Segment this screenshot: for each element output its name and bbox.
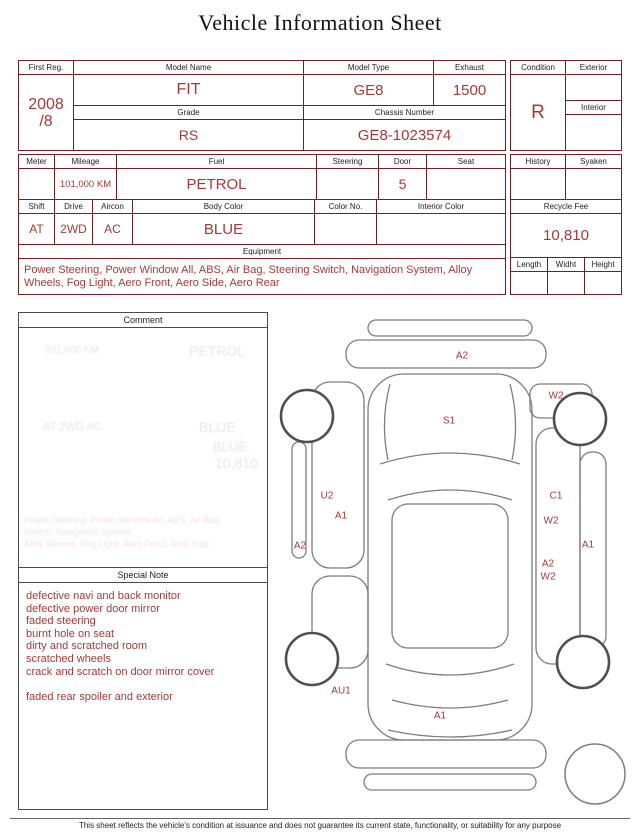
equipment-label: Equipment: [19, 245, 506, 259]
damage-mark: W2: [548, 390, 564, 402]
special-note-line: faded rear spoiler and exterior: [26, 690, 173, 703]
special-note-body: [19, 583, 267, 703]
history-table: [510, 154, 622, 200]
width-value: [548, 272, 585, 295]
model-type-label: Model Type: [304, 61, 434, 75]
length-label: Length: [511, 258, 548, 272]
aircon-value: AC: [93, 214, 133, 245]
exhaust-label: Exhaust: [434, 61, 506, 75]
special-note-line: burnt hole on seat: [26, 627, 115, 640]
fuel-value: PETROL: [117, 169, 317, 200]
ghost-text: Switch, Navigation System,: [24, 527, 134, 537]
model-name-label: Model Name: [74, 61, 304, 75]
door-label: Door: [379, 155, 427, 169]
damage-mark: A1: [334, 510, 348, 522]
dimensions-table: [510, 257, 622, 295]
mileage-label: Mileage: [55, 155, 117, 169]
comment-panel: [18, 312, 268, 568]
damage-mark: A1: [581, 539, 595, 551]
syaken-value: [566, 169, 622, 200]
details-table-1: [18, 154, 506, 200]
door-value: 5: [379, 169, 427, 200]
damage-mark: AU1: [331, 685, 351, 697]
condition-label: Condition: [511, 61, 566, 75]
damage-mark: W2: [540, 571, 556, 583]
recycle-fee-label: Recycle Fee: [511, 200, 622, 214]
damage-mark: A2: [455, 350, 469, 362]
ghost-text: 10,810: [215, 455, 258, 471]
aircon-label: Aircon: [93, 200, 133, 214]
first-reg-value: [19, 75, 74, 151]
seat-label: Seat: [427, 155, 506, 169]
drive-value: 2WD: [55, 214, 93, 245]
color-no-label: Color No.: [315, 200, 377, 214]
equipment-table: [18, 244, 506, 295]
special-note-header: Special Note: [19, 568, 267, 583]
special-note-panel: [18, 567, 268, 810]
first-reg-label: First Reg.: [19, 61, 74, 75]
history-value: [511, 169, 566, 200]
details-section: [18, 154, 506, 295]
damage-mark: S1: [442, 415, 456, 427]
grade-label: Grade: [74, 106, 304, 120]
equipment-value: Power Steering, Power Window All, ABS, Air Bag, Steering Switch, Navigation System, Alloy Wheels, Fog Light, Aero Front, Aero Side, Aero Rear: [19, 259, 506, 295]
ghost-text: PETROL: [189, 343, 246, 359]
meter-value: [19, 169, 55, 200]
interior-color-label: Interior Color: [377, 200, 506, 214]
special-note-line: scratched wheels: [26, 652, 111, 665]
height-label: Height: [585, 258, 622, 272]
model-type-value: GE8: [304, 75, 434, 106]
special-note-line: defective power door mirror: [26, 602, 160, 615]
damage-mark: C1: [549, 490, 563, 502]
steering-label: Steering: [317, 155, 379, 169]
length-value: [511, 272, 548, 295]
drive-label: Drive: [55, 200, 93, 214]
interior-color-value: [377, 214, 506, 245]
syaken-label: Syaken: [566, 155, 622, 169]
details-table-2: [18, 199, 506, 245]
chassis-value: GE8-1023574: [304, 120, 506, 151]
body-color-value: BLUE: [133, 214, 315, 245]
condition-value: R: [511, 75, 566, 151]
special-note-line: crack and scratch on door mirror cover: [26, 665, 215, 678]
history-label: History: [511, 155, 566, 169]
special-note-line: defective navi and back monitor: [26, 590, 181, 602]
chassis-label: Chassis Number: [304, 106, 506, 120]
registration-table: [18, 60, 506, 151]
steering-value: [317, 169, 379, 200]
comment-header: Comment: [19, 313, 267, 328]
page-title: Vehicle Information Sheet: [198, 10, 442, 35]
condition-table: [510, 60, 622, 151]
side-section: [510, 154, 622, 295]
exterior-label: Exterior: [566, 61, 622, 75]
diagram-marks: [268, 312, 632, 812]
meter-label: Meter: [19, 155, 55, 169]
interior-value: [566, 115, 622, 151]
comment-body: [19, 328, 267, 335]
ghost-text: Alloy Wheels, Fog Light, Aero Front, Aero Side,: [24, 539, 213, 549]
interior-label: Interior: [566, 101, 622, 115]
color-no-value: [315, 214, 377, 245]
model-name-value: FIT: [74, 75, 304, 106]
shift-value: AT: [19, 214, 55, 245]
grade-value: RS: [74, 120, 304, 151]
footer-disclaimer: This sheet reflects the vehicle's condition at issuance and does not guarantee its current state, functionality, or suitability for any purpose: [10, 818, 630, 830]
damage-mark: A1: [433, 710, 447, 722]
first-reg-year: 2008: [28, 95, 64, 113]
mileage-value: 101,000 KM: [55, 169, 117, 200]
recycle-fee-value: 10,810: [511, 214, 622, 258]
width-label: Widht: [548, 258, 585, 272]
special-note-line: faded steering: [26, 615, 96, 628]
seat-value: [427, 169, 506, 200]
car-diagram: [268, 312, 632, 812]
damage-mark: U2: [320, 490, 334, 502]
first-reg-month: /8: [39, 112, 53, 130]
fuel-label: Fuel: [117, 155, 317, 169]
special-note-line: dirty and scratched room: [26, 640, 148, 653]
ghost-text: AT 2WD AC: [43, 421, 102, 433]
ghost-text: Power Steering, Power Window All, ABS, Air Bag,: [24, 515, 222, 525]
damage-mark: W2: [543, 515, 559, 527]
special-note-line: [19, 678, 267, 691]
ghost-text: 101,000 KM: [45, 345, 99, 356]
exhaust-value: 1500: [434, 75, 506, 106]
body-color-label: Body Color: [133, 200, 315, 214]
recycle-fee-table: [510, 199, 622, 258]
damage-mark: A2: [293, 540, 307, 552]
ghost-text: BLUE: [199, 419, 236, 435]
damage-mark: A2: [541, 558, 555, 570]
exterior-value: [566, 75, 622, 101]
shift-label: Shift: [19, 200, 55, 214]
height-value: [585, 272, 622, 295]
ghost-text: BLUE: [213, 439, 247, 454]
